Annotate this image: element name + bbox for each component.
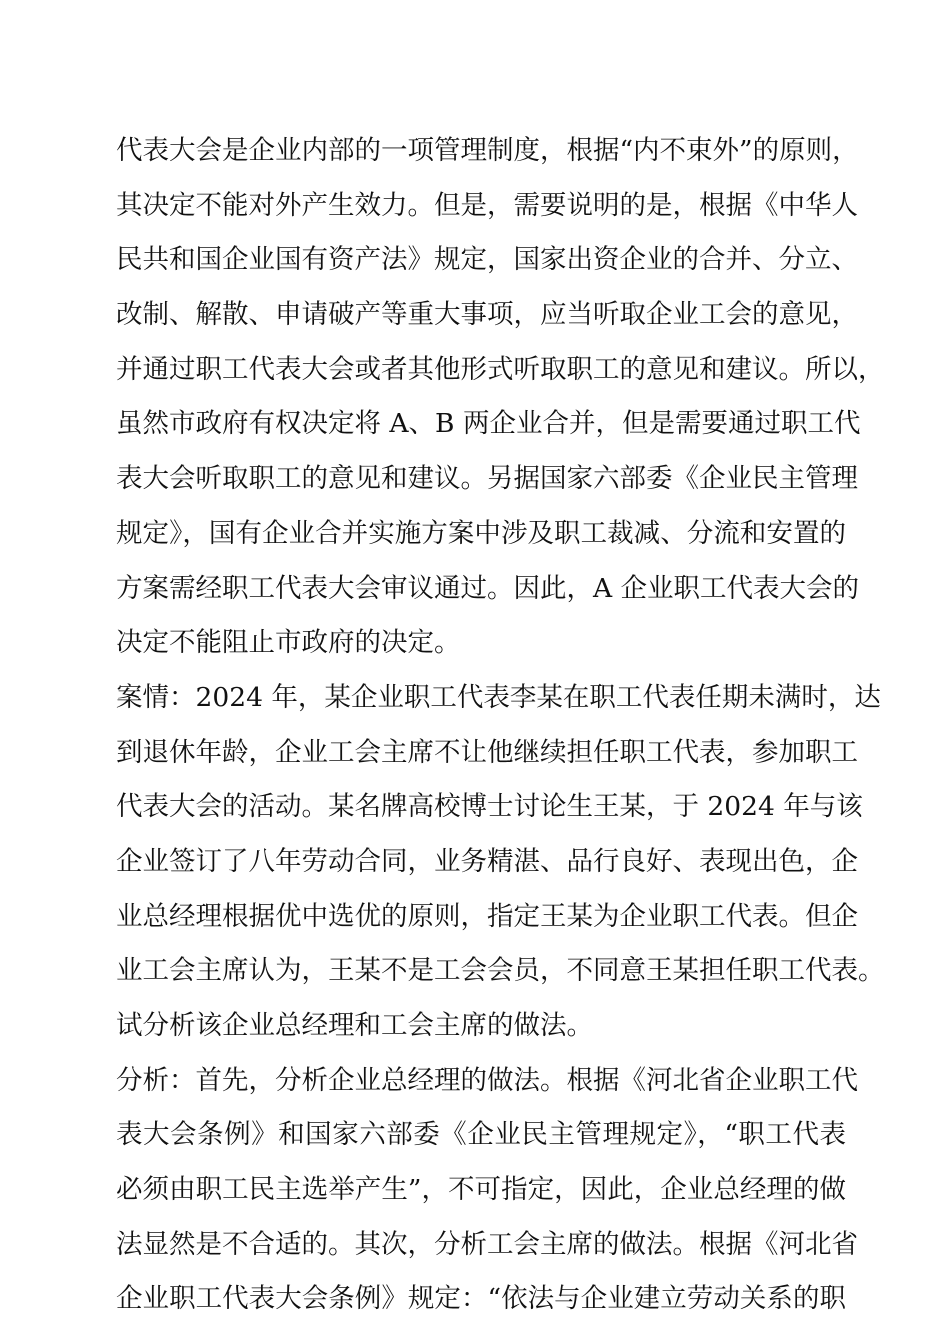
case-text-line: 代表大会的活动。某名牌高校博士讨论生王某，于 2024 年与该	[116, 791, 863, 823]
text-line: 代表大会是企业内部的一项管理制度，根据“内不束外”的原则，	[116, 135, 859, 166]
text-line: 表大会听取职工的意见和建议。另据国家六部委《企业民主管理	[116, 463, 858, 495]
analysis-text-line: 必须由职工民主选举产生”，不可指定，因此，企业总经理的做	[116, 1174, 846, 1206]
text-line: 决定不能阻止市政府的决定。	[116, 627, 461, 659]
analysis-text-line: 企业职工代表大会条例》规定：“依法与企业建立劳动关系的职	[116, 1283, 846, 1315]
text-line: 并通过职工代表大会或者其他形式听取职工的意见和建议。所以，	[116, 353, 885, 385]
analysis-text-line: 表大会条例》和国家六部委《企业民主管理规定》，“职工代表	[116, 1119, 846, 1151]
analysis-text-line: 法显然是不合适的。其次，分析工会主席的做法。根据《河北省	[116, 1228, 858, 1260]
case-text-line: 试分析该企业总经理和工会主席的做法。	[116, 1010, 593, 1041]
text-line: 民共和国企业国有资产法》规定，国家出资企业的合并、分立、	[116, 244, 858, 276]
case-text-line: 案情：2024 年，某企业职工代表李某在职工代表任期未满时，达	[116, 681, 881, 713]
case-text-line: 业总经理根据优中选优的原则，指定王某为企业职工代表。但企	[116, 900, 858, 932]
text-line: 规定》，国有企业合并实施方案中涉及职工裁减、分流和安置的	[116, 517, 846, 549]
case-text-line: 企业签订了八年劳动合同，业务精湛、品行良好、表现出色，企	[116, 845, 858, 877]
case-text-line: 到退休年龄，企业工会主席不让他继续担任职工代表，参加职工	[116, 736, 858, 768]
document-body	[116, 124, 885, 1327]
text-line: 虽然市政府有权决定将 A、B 两企业合并，但是需要通过职工代	[116, 408, 861, 440]
analysis-text-line: 分析：首先，分析企业总经理的做法。根据《河北省企业职工代	[116, 1064, 858, 1096]
text-line: 改制、解散、申请破产等重大事项，应当听取企业工会的意见，	[116, 299, 858, 331]
text-line: 方案需经职工代表大会审议通过。因此，A 企业职工代表大会的	[116, 572, 860, 604]
case-text-line: 业工会主席认为，王某不是工会会员，不同意王某担任职工代表。	[116, 955, 885, 987]
text-line: 其决定不能对外产生效力。但是，需要说明的是，根据《中华人	[116, 189, 858, 221]
